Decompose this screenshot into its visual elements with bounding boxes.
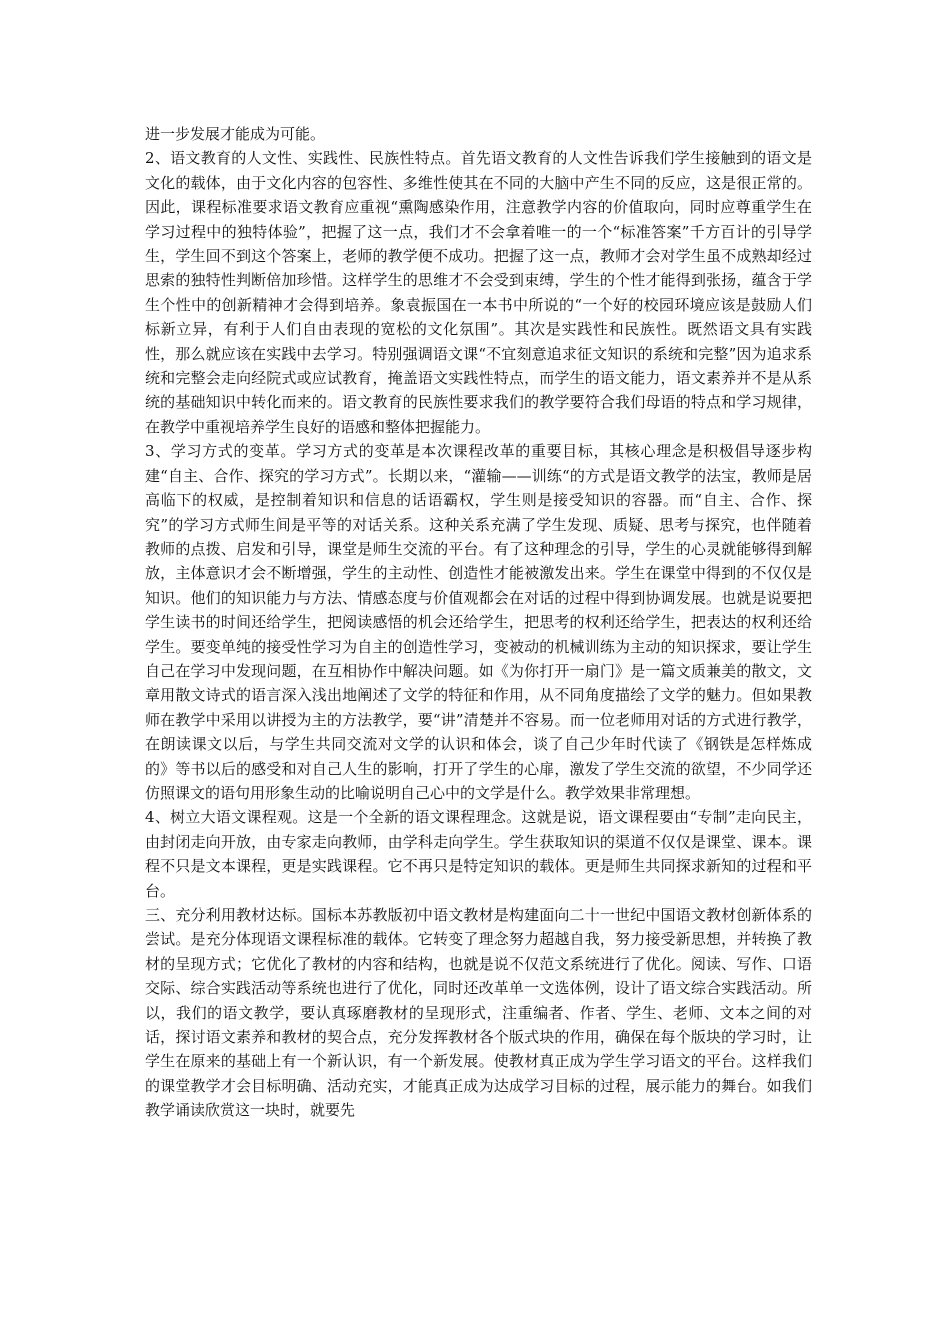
- paragraph-textbook-use: 三、充分利用教材达标。国标本苏教版初中语文教材是构建面向二十一世纪中国语文教材创新体系的尝试。是充分体现语文课程标准的载体。它转变了理念努力超越自我，努力接受新思想，并转换了教材的呈现方式；它优化了教材的内容和结构，也就是说不仅范文系统进行了优化。阅读、写作、口语交际、综合实践活动等系统也进行了优化，同时还改革单一文选体例，设计了语文综合实践活动。所以，我们的语文教学，要认真琢磨教材的呈现形式，注重编者、作者、学生、老师、文本之间的对话，探讨语文素养和教材的契合点，充分发挥教材各个版式块的作用，确保在每个版块的学习时，让学生在原来的基础上有一个新认识，有一个新发展。使教材真正成为学生学习语文的平台。这样我们的课堂教学才会目标明确、活动充实，才能真正成为达成学习目标的过程，展示能力的舞台。如我们教学诵读欣赏这一块时，就要先: [145, 906, 812, 1120]
- document-body: [145, 122, 812, 1123]
- paragraph-humanistic-nature: 2、语文教育的人文性、实践性、民族性特点。首先语文教育的人文性告诉我们学生接触到的语文是文化的载体，由于文化内容的包容性、多维性使其在不同的大脑中产生不同的反应，这是很正常的。因此，课程标准要求语文教育应重视“熏陶感染作用，注意教学内容的价值取向，同时应尊重学生在学习过程中的独特体验”，把握了这一点，我们才不会拿着唯一的一个“标准答案”千方百计的引导学生，学生回不到这个答案上，老师的教学便不成功。把握了这一点，教师才会对学生虽不成熟却经过思索的独特性判断倍加珍惜。这样学生的思维才不会受到束缚，学生的个性才能得到张扬，蕴含于学生个性中的创新精神才会得到培养。象袁振国在一本书中所说的“一个好的校园环境应该是鼓励人们标新立异，有利于人们自由表现的宽松的文化氛围”。其次是实践性和民族性。既然语文具有实践性，那么就应该在实践中去学习。特别强调语文课“不宜刻意追求征文知识的系统和完整”因为追求系统和完整会走向经院式或应试教育，掩盖语文实践性特点，而学生的语文能力，语文素养并不是从系统的基础知识中转化而来的。语文教育的民族性要求我们的教学要符合我们母语的特点和学习规律，在教学中重视培养学生良好的语感和整体把握能力。: [145, 149, 812, 436]
- paragraph-curriculum-view: 4、树立大语文课程观。这是一个全新的语文课程理念。这就是说，语文课程要由“专制”走向民主，由封闭走向开放，由专家走向教师，由学科走向学生。学生获取知识的渠道不仅仅是课堂、课本。课程不只是文本课程，更是实践课程。它不再只是特定知识的载体。更是师生共同探求新知的过程和平台。: [145, 808, 812, 900]
- paragraph-learning-methods: 3、学习方式的变革。学习方式的变革是本次课程改革的重要目标，其核心理念是积极倡导逐步构建“自主、合作、探究的学习方式”。长期以来，“灌输——训练“的方式是语文教学的法宝，教师是居高临下的权威，是控制着知识和信息的话语霸权，学生则是接受知识的容器。而“自主、合作、探究”的学习方式师生间是平等的对话关系。这种关系充满了学生发现、质疑、思考与探究，也伴随着教师的点拨、启发和引导，课堂是师生交流的平台。有了这种理念的引导，学生的心灵就能够得到解放，主体意识才会不断增强，学生的主动性、创造性才能被激发出来。学生在课堂中得到的不仅仅是知识。他们的知识能力与方法、情感态度与价值观都会在对话的过程中得到协调发展。也就是说要把学生读书的时间还给学生，把阅读感悟的机会还给学生，把思考的权利还给学生，把表达的权利还给学生。要变单纯的接受性学习为自主的创造性学习，变被动的机械训练为主动的知识探求，要让学生自己在学习中发现问题，在互相协作中解决问题。如《为你打开一扇门》是一篇文质兼美的散文，文章用散文诗式的语言深入浅出地阐述了文学的特征和作用，从不同角度描绘了文学的魅力。但如果教师在教学中采用以讲授为主的方法教学，要“讲”清楚并不容易。而一位老师用对话的方式进行教学，在朗读课文以后，与学生共同交流对文学的认识和体会，谈了自己少年时代读了《钢铁是怎样炼成的》等书以后的感受和对自己人生的影响，打开了学生的心扉，激发了学生交流的欲望，不少同学还仿照课文的语句用形象生动的比喻说明自己心中的文学是什么。教学效果非常理想。: [145, 442, 812, 802]
- paragraph-continuation: 进一步发展才能成为可能。: [145, 125, 326, 143]
